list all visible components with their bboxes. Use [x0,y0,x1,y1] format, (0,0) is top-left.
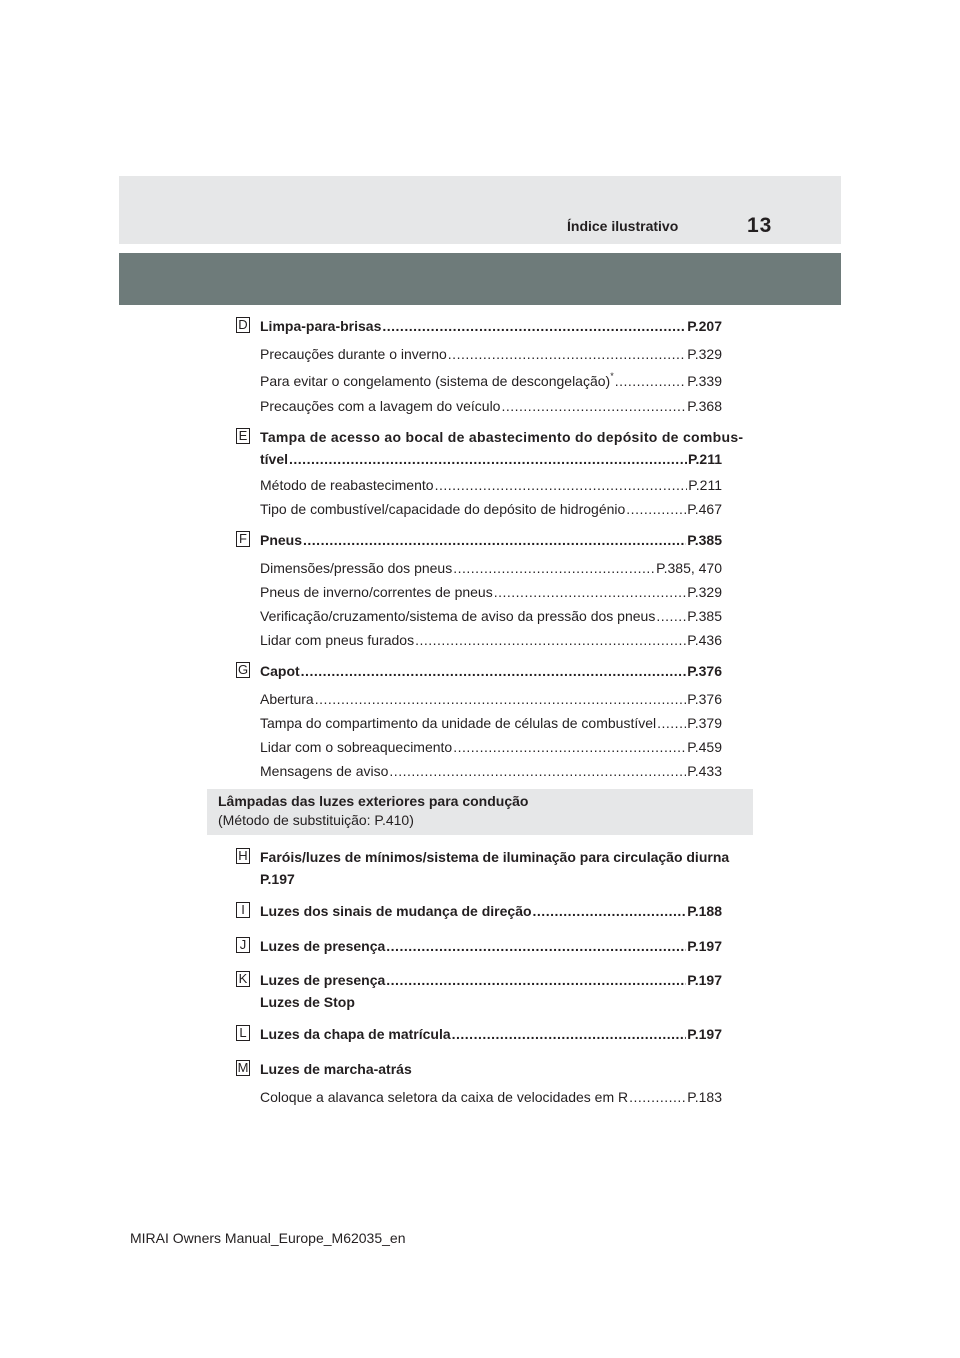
page-ref: P.197 [687,1026,722,1042]
entry-sub: Método de reabastecimento ..... P.211 [260,476,722,494]
page-ref: P.211 [687,451,722,467]
page-ref: P.197 [260,871,295,887]
entry-fuel-door: Tampa de acesso ao bocal de abastecimento do depósito de combus- [260,429,744,445]
entry-position-lights-rear: Luzes de presença ..... P.197 [260,971,722,989]
entry-turn-signals: Luzes dos sinais de mudança de direção ..... P.188 [260,902,722,920]
entry-sub: Abertura ..... P.376 [260,690,722,708]
entry-sub: Lidar com pneus furados ..... P.436 [260,631,722,649]
entry-reverse-lights: Luzes de marcha-atrás [260,1061,412,1077]
entry-sub: Coloque a alavanca seletora da caixa de velocidades em R ..... P.183 [260,1088,722,1106]
entry-sub: Verificação/cruzamento/sistema de aviso da pressão dos pneus ..... P.385 [260,607,722,625]
page-number: 13 [747,214,773,237]
entry-plate-lights: Luzes da chapa de matrícula ..... P.197 [260,1025,722,1043]
badge-m: M [237,1060,249,1075]
entry-sub: Para evitar o congelamento (sistema de descongelação)* ..... P.339 [260,372,722,390]
entry-sub: Lidar com o sobreaquecimento ..... P.459 [260,738,722,756]
page-ref: P.197 [687,972,722,988]
entry-sub: Pneus de inverno/correntes de pneus ..... P.329 [260,583,722,601]
footer-manual-id: MIRAI Owners Manual_Europe_M62035_en [130,1230,406,1246]
entry-stop-lights: Luzes de Stop [260,994,355,1010]
entry-sub: Dimensões/pressão dos pneus ..... P.385, 470 [260,559,722,577]
entry-headlights: Faróis/luzes de mínimos/sistema de iluminação para circulação diurna [260,849,730,865]
entry-sub: Precauções durante o inverno ..... P.329 [260,345,722,363]
badge-e: E [236,428,250,444]
badge-h: H [236,848,250,864]
badge-i: I [236,902,250,918]
entry-sub: Mensagens de aviso ..... P.433 [260,762,722,780]
badge-f: F [236,531,250,547]
section-title: Índice ilustrativo [567,218,679,234]
page-ref: P.188 [687,903,722,919]
entry-position-lights: Luzes de presença ..... P.197 [260,937,722,955]
page-ref: P.385 [687,532,722,548]
badge-k: K [236,971,250,987]
entry-wiper: Limpa-para-brisas ..... P.207 [260,317,722,335]
badge-l: L [236,1025,250,1041]
entry-fuel-door-cont: tível ..... P.211 [260,450,722,468]
section-band [119,253,841,305]
header-band [119,176,841,244]
entry-sub: Precauções com a lavagem do veículo ..... P.368 [260,397,722,415]
page-ref: P.197 [687,938,722,954]
badge-d: D [236,317,250,333]
badge-j: J [236,937,250,953]
entry-tyres: Pneus ..... P.385 [260,531,722,549]
entry-sub: Tipo de combustível/capacidade do depósito de hidrogénio ..... P.467 [260,500,722,518]
badge-g: G [237,662,249,677]
lamps-box-subtitle: (Método de substituição: P.410) [218,812,414,828]
entry-hood: Capot ..... P.376 [260,662,722,680]
entry-sub: Tampa do compartimento da unidade de células de combustível ..... P.379 [260,714,722,732]
page-ref: P.376 [687,663,722,679]
page-ref: P.207 [687,318,722,334]
lamps-box-title: Lâmpadas das luzes exteriores para condução [218,793,529,809]
